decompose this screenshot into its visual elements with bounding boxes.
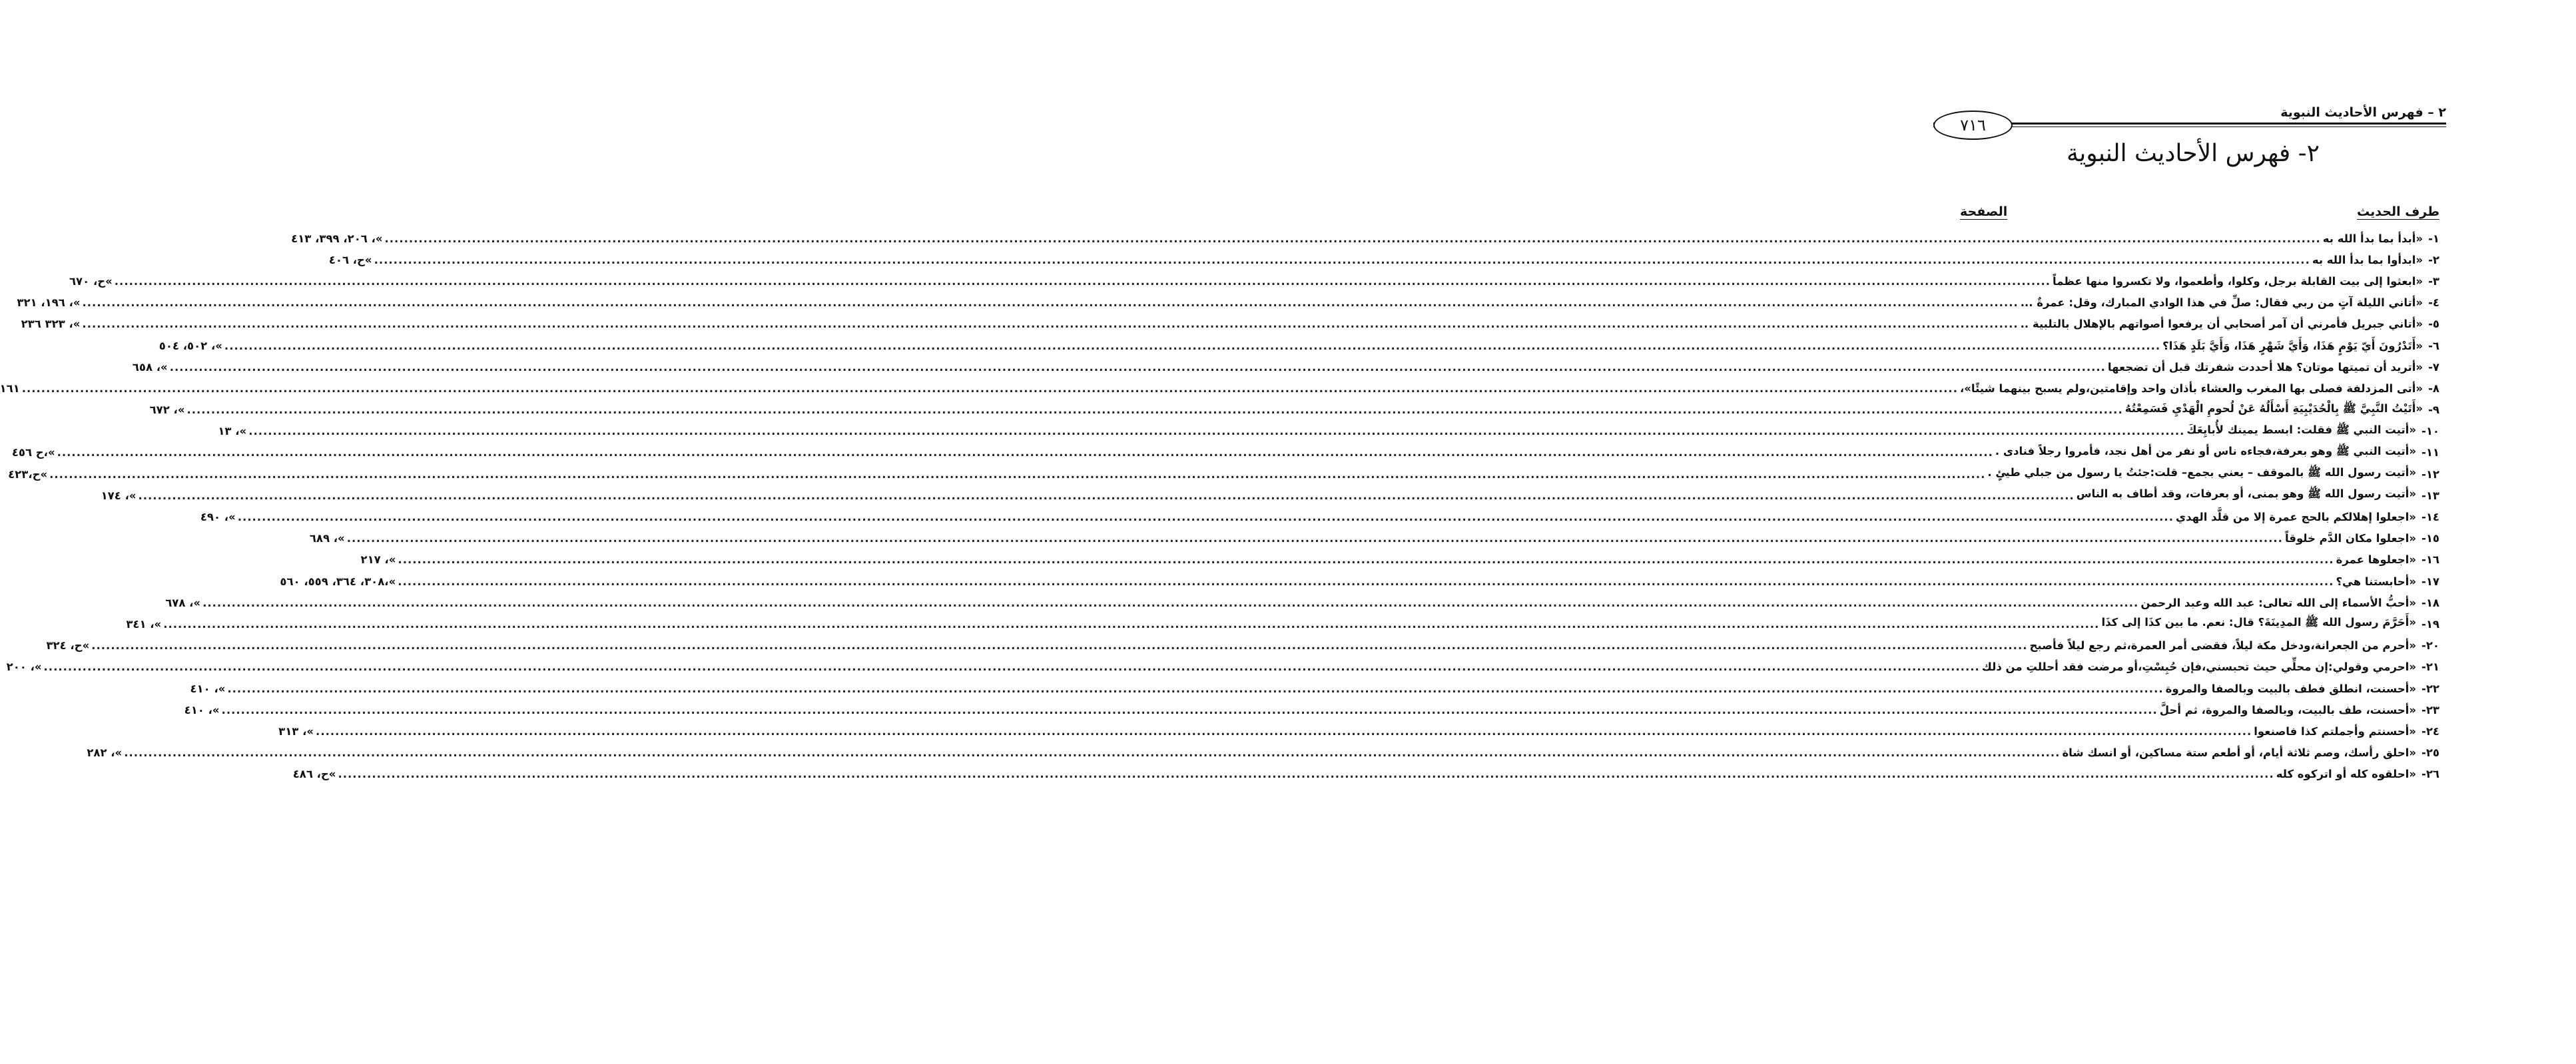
entry-number: ٤- xyxy=(2428,296,2439,310)
entry-text: «أَحَرَّمَ رسول الله ﷺ المدِينَةَ؟ قال: نعم. ما بين كذَا إلى كذَا xyxy=(2101,616,2416,629)
dot-leader: ................................................................................................................................................................................................................................................................................................................................................................................................................ xyxy=(224,339,2161,352)
entry-text: «احلق رأسك، وصم ثلاثة أيام، أو أطعم ستة مساكين، أو انسك شاة xyxy=(2062,746,2416,760)
entry-number: ٢٤- xyxy=(2421,724,2439,738)
dot-leader: ................................................................................................................................................................................................................................................................................................................................................................................................................ xyxy=(316,724,2252,738)
entry-number: ٣- xyxy=(2428,274,2439,288)
entry-number: ٨- xyxy=(2428,382,2439,395)
dot-leader: ................................................................................................................................................................................................................................................................................................................................................................................................................ xyxy=(398,553,2334,567)
index-entry xyxy=(292,764,2439,785)
dot-leader: ................................................................................................................................................................................................................................................................................................................................................................................................................ xyxy=(384,232,2321,245)
dot-leader: ................................................................................................................................................................................................................................................................................................................................................................................................................ xyxy=(374,253,2310,266)
entry-pages: »، ٢٠٠ xyxy=(6,661,42,674)
index-entry xyxy=(280,571,2439,592)
entry-pages: »، ٢٠٦، ٣٩٩، ٤١٣ xyxy=(291,232,383,245)
entry-text: «احرمي وقولي:إن محلِّي حيث تحبسني،فإن حُبِسْتِ،أو مرضت فقد أحللتِ من ذلك xyxy=(1981,661,2416,674)
entry-number: ٢٥- xyxy=(2421,746,2439,760)
entry-pages: »ح، ٤٨٦ xyxy=(292,768,336,781)
entry-number: ١٨- xyxy=(2421,596,2439,609)
entry-text: «أتيت رسول الله ﷺ بالموقف – يعني بجمع– قلت:جئتُ يا رسول من جبلي طيئٍ . xyxy=(1987,466,2416,479)
entry-pages: »، ١٣ xyxy=(218,425,247,438)
entry-pages: »ح،٤٢٣ xyxy=(8,467,48,481)
entry-number: ١- xyxy=(2428,232,2439,245)
index-entry xyxy=(6,657,2439,678)
dot-leader: ................................................................................................................................................................................................................................................................................................................................................................................................................ xyxy=(138,489,2075,502)
entry-pages: »، ٤١٠ xyxy=(184,703,220,716)
entry-pages: »ح، ٤٠٦ xyxy=(328,253,372,266)
dot-leader: ................................................................................................................................................................................................................................................................................................................................................................................................................ xyxy=(398,575,2334,588)
entry-number: ١١- xyxy=(2421,446,2439,459)
entry-number: ١٢- xyxy=(2421,467,2439,481)
dot-leader: ................................................................................................................................................................................................................................................................................................................................................................................................................ xyxy=(237,511,2174,524)
entry-text: «أتيت النبي ﷺ فقلت: ابسط يمينك لأُبايِعَكَ xyxy=(2186,423,2416,436)
index-entry xyxy=(87,742,2439,764)
entry-text: «أحسنت، طف بالبيت، وبالصفا والمروة، ثم أحلَّ xyxy=(2159,703,2416,716)
entry-pages: »ح، ٦٧٠ xyxy=(69,274,113,288)
dot-leader: ................................................................................................................................................................................................................................................................................................................................................................................................................ xyxy=(57,446,1993,459)
entry-number: ١٥- xyxy=(2421,532,2439,545)
entry-pages: »، ٦٧٨ xyxy=(165,596,201,609)
entry-number: ١٧- xyxy=(2421,575,2439,588)
dot-leader: ................................................................................................................................................................................................................................................................................................................................................................................................................ xyxy=(124,746,2061,760)
index-entry xyxy=(165,592,2439,613)
entry-number: ٢١- xyxy=(2421,661,2439,674)
hadith-index-list xyxy=(0,228,2439,785)
entry-text: «أبدأ بما بدأ الله به xyxy=(2322,232,2423,245)
entry-number: ٦- xyxy=(2428,339,2439,352)
entry-pages: »،٣٠٨، ٣٦٤، ٥٥٩، ٥٦٠ xyxy=(280,575,396,588)
page-title: ٢- فهرس الأحاديث النبوية xyxy=(2066,140,2320,167)
entry-text: «أتيت رسول الله ﷺ وهو بمنى، أو بعرفات، وقد أطاف به الناس xyxy=(2076,487,2416,501)
index-entry xyxy=(291,228,2439,249)
entry-pages: »، ١٩٦، ٣٢١ xyxy=(17,296,81,310)
entry-pages: ١٦١ xyxy=(0,382,20,395)
index-entry xyxy=(360,549,2439,571)
entry-text: «أتاني جبريل فأمرني أن آمر أصحابي أن يرفعوا أصواتهم بالإهلال بالتلبية .. xyxy=(2020,318,2423,331)
index-entry xyxy=(101,485,2439,506)
entry-pages: »، ٣٢٣ ٢٣٦ xyxy=(21,318,81,331)
entry-pages: »، ٢٨٢ xyxy=(87,746,123,760)
entry-text: «اجعلوها عمرة xyxy=(2336,553,2416,567)
index-entry xyxy=(132,356,2439,378)
entry-text: «أتيت النبي ﷺ وهو بعرفة،فجاءه ناس أو نفر من أهل نجد، فأمروا رجلاً فنادى . xyxy=(1995,444,2416,457)
entry-number: ٢- xyxy=(2428,253,2439,266)
entry-number: ٩- xyxy=(2428,403,2439,417)
entry-number: ١٠- xyxy=(2421,425,2439,438)
column-header-hadith: طرف الحديث xyxy=(2357,204,2439,219)
entry-number: ١٤- xyxy=(2421,511,2439,524)
index-entry xyxy=(159,335,2439,356)
entry-number: ٧- xyxy=(2428,360,2439,374)
dot-leader: ................................................................................................................................................................................................................................................................................................................................................................................................................ xyxy=(49,467,1986,481)
dot-leader: ................................................................................................................................................................................................................................................................................................................................................................................................................ xyxy=(21,382,1958,395)
index-entry xyxy=(17,292,2439,314)
index-entry xyxy=(69,270,2439,292)
dot-leader: ................................................................................................................................................................................................................................................................................................................................................................................................................ xyxy=(163,617,2100,631)
dot-leader: ................................................................................................................................................................................................................................................................................................................................................................................................................ xyxy=(91,639,2028,653)
entry-number: ٢٣- xyxy=(2421,703,2439,716)
entry-pages: »، ٤١٠ xyxy=(190,682,226,695)
entry-text: «أَتَيْتُ النَّبِيَّ ﷺ بِالْحُدَيْبِيَةِ أَسْأَلُهُ عَنْ لُحومِ الْهَدْيِ فَسَمِعْتُهُ xyxy=(2124,401,2423,415)
index-entry xyxy=(0,378,2439,399)
dot-leader: ................................................................................................................................................................................................................................................................................................................................................................................................................ xyxy=(82,296,2019,310)
entry-text: «أتريد أن تميتها موتان؟ هلا أحددت شفرتك قبل أن تضجعها xyxy=(2107,360,2423,374)
running-header xyxy=(1933,105,2446,138)
entry-number: ١٩- xyxy=(2421,617,2439,631)
entry-text: «أحسنتم وأجملتم كذا فاصنعوا xyxy=(2254,724,2416,738)
entry-pages: »، ٥٠٢، ٥٠٤ xyxy=(159,339,222,352)
entry-pages: »، ٦٧٢ xyxy=(149,403,185,417)
index-entry xyxy=(126,613,2439,635)
entry-number: ٢٠- xyxy=(2421,639,2439,653)
entry-text: «ابدأوا بما بدأ الله به xyxy=(2312,253,2423,266)
index-entry xyxy=(149,399,2439,421)
dot-leader: ................................................................................................................................................................................................................................................................................................................................................................................................................ xyxy=(338,768,2274,781)
running-title: ٢ – فهرس الأحاديث النبوية xyxy=(2280,105,2446,120)
index-entry xyxy=(278,720,2439,742)
entry-text: «أَتَدْرُونَ أَيّ يَوْمٍ هَذَا، وَأَيَّ شَهْرٍ هَذَا، وَأَيَّ بَلَدٍ هَذَا؟ xyxy=(2162,339,2423,352)
page-number: ٧١٦ xyxy=(1933,111,2013,140)
entry-text: «اجعلوا مكان الدَّم خلوقاً xyxy=(2284,532,2416,545)
index-entry xyxy=(46,635,2439,657)
index-entry xyxy=(184,699,2439,720)
column-header-page: الصفحة xyxy=(1960,204,2008,219)
dot-leader: ................................................................................................................................................................................................................................................................................................................................................................................................................ xyxy=(248,425,2185,438)
entry-number: ٢٦- xyxy=(2421,768,2439,781)
column-headers xyxy=(1933,204,2439,224)
entry-text: «ابعثوا إلى بيت القابلة برجل، وكلوا، وأطعموا، ولا تكسروا منها عظماً xyxy=(2053,274,2423,288)
entry-text: «أحرم من الجعرانة،ودخل مكة ليلاً، فقضى أمر العمرة،ثم رجع ليلاً فأصبح xyxy=(2029,639,2416,653)
entry-number: ١٦- xyxy=(2421,553,2439,567)
entry-pages: »، ٣١٣ xyxy=(278,724,314,738)
dot-leader: ................................................................................................................................................................................................................................................................................................................................................................................................................ xyxy=(227,682,2164,695)
entry-number: ٥- xyxy=(2428,318,2439,331)
entry-text: «أتاني الليلة آتٍ من ربي فقال: صلِّ في هذا الوادي المبارك، وقل: عمرةٌ ... xyxy=(2020,296,2423,310)
index-entry xyxy=(11,442,2439,463)
entry-text: «أحابستنا هي؟ xyxy=(2336,575,2416,588)
entry-pages: »، ٣٤١ xyxy=(126,617,162,631)
dot-leader: ................................................................................................................................................................................................................................................................................................................................................................................................................ xyxy=(114,274,2051,288)
dot-leader: ................................................................................................................................................................................................................................................................................................................................................................................................................ xyxy=(82,318,2019,331)
dot-leader: ................................................................................................................................................................................................................................................................................................................................................................................................................ xyxy=(346,532,2283,545)
index-entry xyxy=(8,463,2439,485)
index-entry xyxy=(309,528,2439,549)
dot-leader: ................................................................................................................................................................................................................................................................................................................................................................................................................ xyxy=(221,703,2158,716)
dot-leader: ................................................................................................................................................................................................................................................................................................................................................................................................................ xyxy=(202,596,2139,609)
entry-pages: »،ح ٤٥٦ xyxy=(11,446,55,459)
entry-pages: »، ٢١٧ xyxy=(360,553,396,567)
entry-pages: »، ٦٨٩ xyxy=(309,532,345,545)
entry-number: ١٣- xyxy=(2421,489,2439,502)
entry-pages: »، ٤٩٠ xyxy=(200,511,236,524)
index-entry xyxy=(190,678,2439,699)
entry-text: «احلقوه كله أو اتركوه كله xyxy=(2276,768,2416,781)
entry-number: ٢٢- xyxy=(2421,682,2439,695)
entry-text: «أحبُّ الأسماء إلى الله تعالى: عبد الله وعبد الرحمن xyxy=(2140,596,2416,609)
dot-leader: ................................................................................................................................................................................................................................................................................................................................................................................................................ xyxy=(186,403,2123,417)
entry-pages: »ح، ٣٢٤ xyxy=(46,639,90,653)
index-entry xyxy=(21,314,2439,335)
dot-leader: ................................................................................................................................................................................................................................................................................................................................................................................................................ xyxy=(43,661,1980,674)
entry-text: «أحسنت، انطلق فطف بالبيت وبالصفا والمروة xyxy=(2165,682,2416,695)
index-entry xyxy=(218,421,2439,442)
index-entry xyxy=(200,506,2439,527)
entry-text: «اجعلوا إهلالكم بالحج عمرة إلا من قلَّد الهدي xyxy=(2175,511,2416,524)
dot-leader: ................................................................................................................................................................................................................................................................................................................................................................................................................ xyxy=(169,360,2106,374)
entry-text: «أتى المزدلفة فصلى بها المغرب والعشاء بأذان واحد وإقامتين،ولم يسبح بينهما شيئًا»، xyxy=(1959,382,2423,395)
entry-pages: »، ٦٥٨ xyxy=(132,360,168,374)
index-entry xyxy=(328,249,2439,270)
entry-pages: »، ١٧٤ xyxy=(101,489,137,502)
